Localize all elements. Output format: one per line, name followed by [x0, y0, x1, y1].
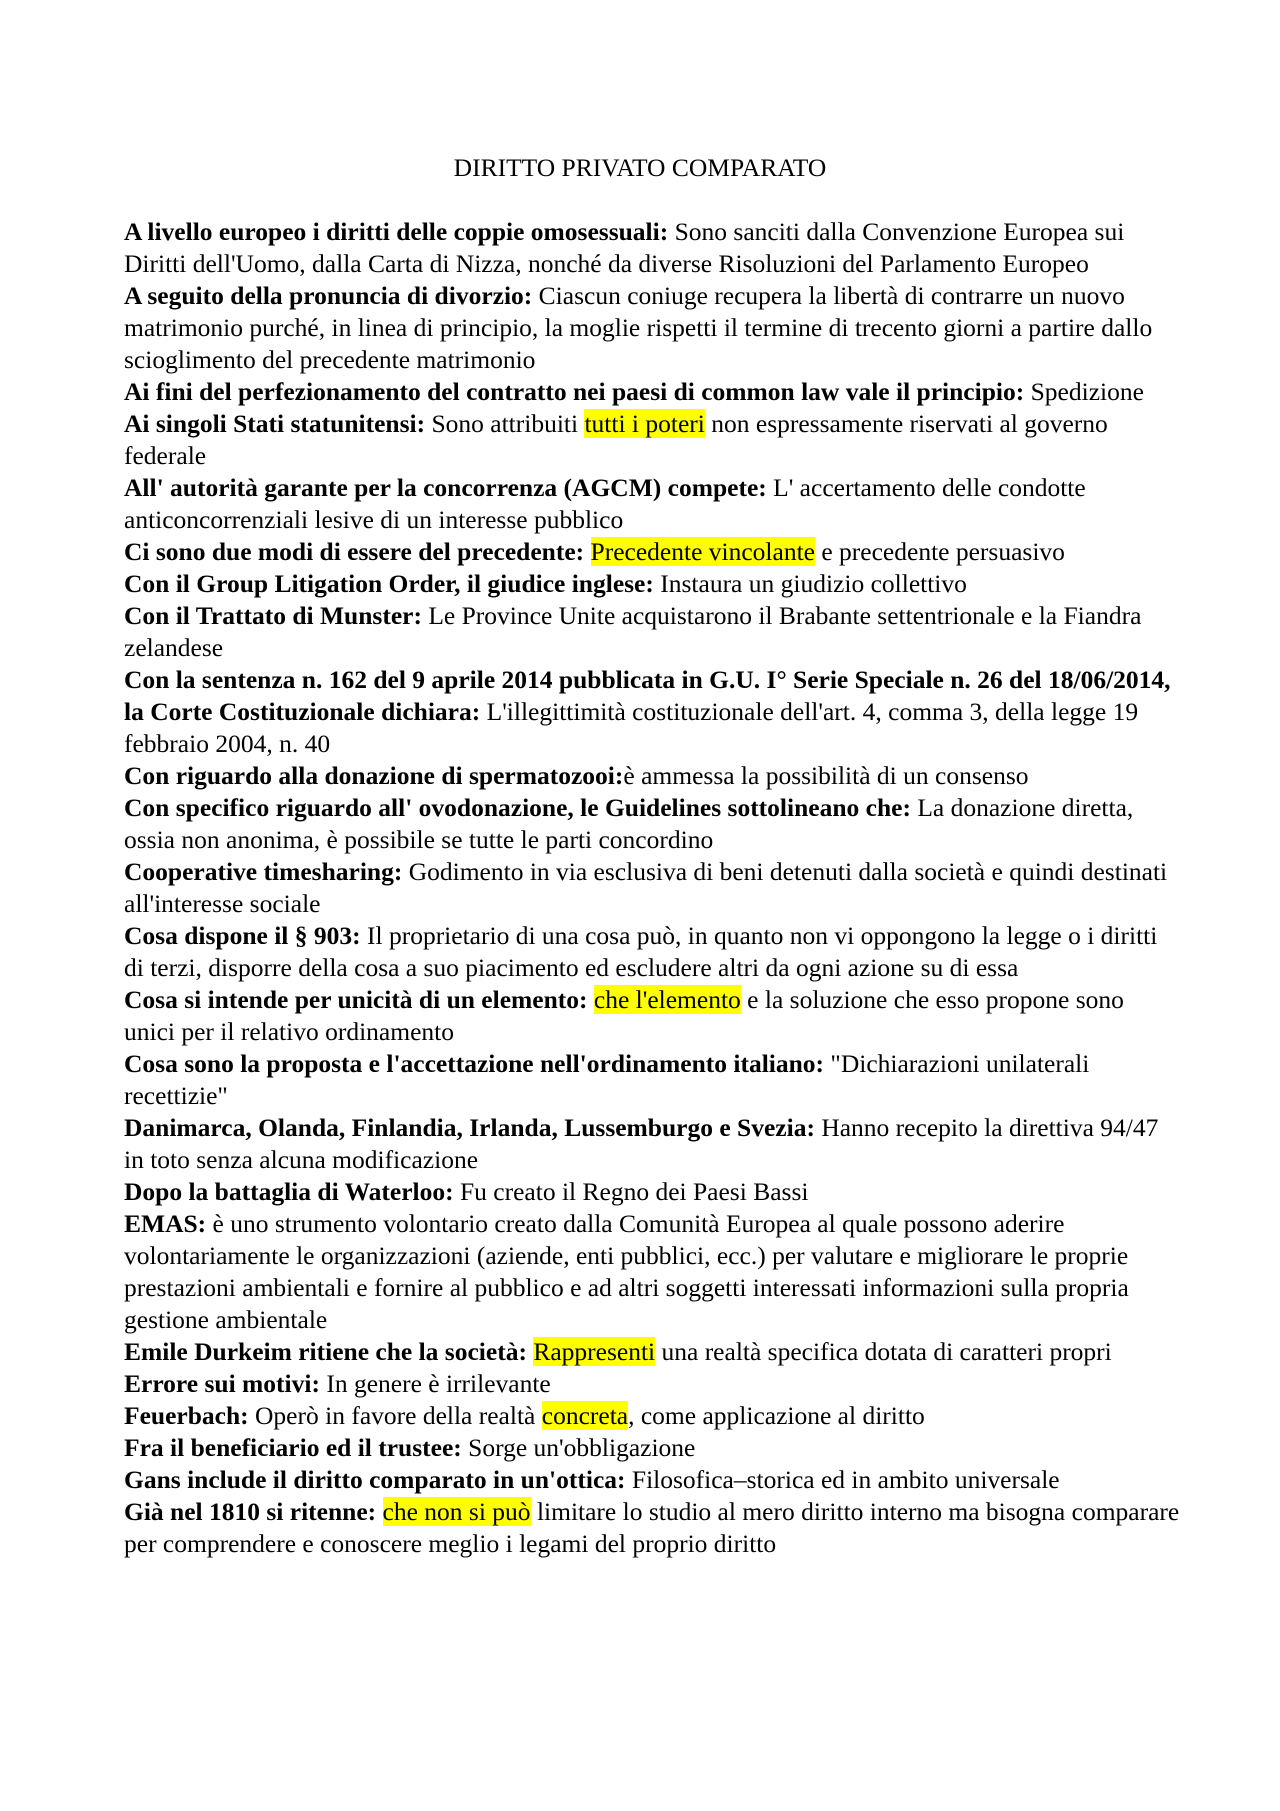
- qa-entry: [124, 792, 1180, 856]
- qa-entry: [124, 920, 1180, 984]
- question-text: Con riguardo alla donazione di spermatozooi:: [124, 761, 624, 790]
- question-text: Fra il beneficiario ed il trustee:: [124, 1433, 462, 1462]
- question-text: Danimarca, Olanda, Finlandia, Irlanda, Lussemburgo e Svezia:: [124, 1113, 815, 1142]
- qa-entry: [124, 408, 1180, 472]
- highlighted-text: Precedente vincolante: [590, 537, 815, 566]
- answer-text: è ammessa la possibilità di un consenso: [623, 761, 1029, 790]
- answer-text: Le Province Unite acquistarono il Brabante settentrionale e la Fiandra zelandese: [124, 601, 1142, 662]
- highlighted-text: tutti i poteri: [584, 409, 705, 438]
- qa-entry: [124, 568, 1180, 600]
- qa-entry: [124, 472, 1180, 536]
- qa-entry: [124, 984, 1180, 1048]
- question-text: Con specifico riguardo all' ovodonazione, le Guidelines sottolineano che:: [124, 793, 911, 822]
- highlighted-text: che l'elemento: [593, 985, 741, 1014]
- answer-text: [588, 985, 594, 1014]
- qa-entry: [124, 536, 1180, 568]
- qa-entry: [124, 1336, 1180, 1368]
- qa-entry: [124, 1400, 1180, 1432]
- answer-text: La donazione diretta, ossia non anonima, è possibile se tutte le parti concordino: [124, 793, 1134, 854]
- question-text: Dopo la battaglia di Waterloo:: [124, 1177, 454, 1206]
- answer-text: Sono attribuiti: [425, 409, 585, 438]
- question-text: Con il Trattato di Munster:: [124, 601, 422, 630]
- answer-text: e precedente persuasivo: [814, 537, 1065, 566]
- answer-text: "Dichiarazioni unilaterali recettizie": [124, 1049, 1090, 1110]
- qa-entry: [124, 1432, 1180, 1464]
- answer-text: Fu creato il Regno dei Paesi Bassi: [453, 1177, 809, 1206]
- qa-entry: [124, 216, 1180, 280]
- qa-entry: [124, 1112, 1180, 1176]
- answer-text: non espressamente riservati al governo federale: [124, 409, 1108, 470]
- qa-entry: [124, 1208, 1180, 1336]
- answer-text: Hanno recepito la direttiva 94/47 in toto senza alcuna modificazione: [124, 1113, 1159, 1174]
- highlighted-text: Rappresenti: [533, 1337, 656, 1366]
- question-text: Cooperative timesharing:: [124, 857, 403, 886]
- question-text: Gans include il diritto comparato in un'ottica:: [124, 1465, 626, 1494]
- question-text: EMAS:: [124, 1209, 207, 1238]
- question-text: Cosa sono la proposta e l'accettazione nell'ordinamento italiano:: [124, 1049, 825, 1078]
- answer-text: Ciascun coniuge recupera la libertà di contrarre un nuovo matrimonio purché, in linea di principio, la moglie rispetti il termine di trecento giorni a partire dallo scioglimento del precedente matrimonio: [124, 281, 1153, 374]
- question-text: A seguito della pronuncia di divorzio:: [124, 281, 533, 310]
- answer-text: , come applicazione al diritto: [628, 1401, 925, 1430]
- question-text: Emile Durkeim ritiene che la società:: [124, 1337, 527, 1366]
- qa-entry: [124, 1496, 1180, 1560]
- answer-text: Operò in favore della realtà: [248, 1401, 542, 1430]
- document-body: [124, 216, 1180, 1560]
- qa-entry: [124, 1464, 1180, 1496]
- document-title: DIRITTO PRIVATO COMPARATO: [453, 153, 827, 182]
- question-text: Cosa dispone il § 903:: [124, 921, 361, 950]
- question-text: Ai singoli Stati statunitensi:: [124, 409, 426, 438]
- question-text: Ci sono due modi di essere del precedente:: [124, 537, 585, 566]
- question-text: Ai fini del perfezionamento del contratto nei paesi di common law vale il principio:: [124, 377, 1025, 406]
- answer-text: L'illegittimità costituzionale dell'art. 4, comma 3, della legge 19 febbraio 2004, n. 40: [124, 697, 1139, 758]
- answer-text: Il proprietario di una cosa può, in quanto non vi oppongono la legge o i diritti di terzi, disporre della cosa a suo piacimento ed escludere altri da ogni azione su di essa: [124, 921, 1158, 982]
- qa-entry: [124, 600, 1180, 664]
- answer-text: Sono sanciti dalla Convenzione Europea sui Diritti dell'Uomo, dalla Carta di Nizza, nonché da diverse Risoluzioni del Parlamento Europeo: [124, 217, 1125, 278]
- qa-entry: [124, 376, 1180, 408]
- answer-text: L' accertamento delle condotte anticoncorrenziali lesive di un interesse pubblico: [124, 473, 1086, 534]
- answer-text: limitare lo studio al mero diritto interno ma bisogna comparare per comprendere e conoscere meglio i legami del proprio diritto: [124, 1497, 1180, 1558]
- qa-entry: [124, 664, 1180, 760]
- question-text: A livello europeo i diritti delle coppie omosessuali:: [124, 217, 669, 246]
- qa-entry: [124, 1176, 1180, 1208]
- answer-text: una realtà specifica dotata di caratteri propri: [655, 1337, 1112, 1366]
- answer-text: e la soluzione che esso propone sono unici per il relativo ordinamento: [124, 985, 1124, 1046]
- question-text: Con il Group Litigation Order, il giudice inglese:: [124, 569, 654, 598]
- qa-entry: [124, 856, 1180, 920]
- answer-text: [584, 537, 590, 566]
- qa-entry: [124, 1048, 1180, 1112]
- answer-text: è uno strumento volontario creato dalla Comunità Europea al quale possono aderire volontariamente le organizzazioni (aziende, enti pubblici, ecc.) per valutare e migliorare le proprie prestazioni ambientali e fornire al pubblico e ad altri soggetti interessati informazioni sulla propria gestione ambientale: [124, 1209, 1129, 1334]
- question-text: Già nel 1810 si ritenne:: [124, 1497, 377, 1526]
- highlighted-text: concreta: [541, 1401, 629, 1430]
- qa-entry: [124, 1368, 1180, 1400]
- question-text: All' autorità garante per la concorrenza (AGCM) compete:: [124, 473, 767, 502]
- answer-text: Godimento in via esclusiva di beni detenuti dalla società e quindi destinati all'interesse sociale: [124, 857, 1168, 918]
- question-text: Cosa si intende per unicità di un elemento:: [124, 985, 588, 1014]
- answer-text: Filosofica–storica ed in ambito universale: [625, 1465, 1060, 1494]
- question-text: Con la sentenza n. 162 del 9 aprile 2014 pubblicata in G.U. I° Serie Speciale n. 26 del 18/06/2014, la Corte Costituzionale dichiara:: [124, 665, 1171, 726]
- highlighted-text: che non si può: [382, 1497, 531, 1526]
- answer-text: In genere è irrilevante: [319, 1369, 551, 1398]
- answer-text: Instaura un giudizio collettivo: [653, 569, 967, 598]
- answer-text: Sorge un'obbligazione: [461, 1433, 696, 1462]
- question-text: Feuerbach:: [124, 1401, 249, 1430]
- answer-text: Spedizione: [1024, 377, 1144, 406]
- qa-entry: [124, 760, 1180, 792]
- answer-text: [376, 1497, 382, 1526]
- qa-entry: [124, 280, 1180, 376]
- question-text: Errore sui motivi:: [124, 1369, 320, 1398]
